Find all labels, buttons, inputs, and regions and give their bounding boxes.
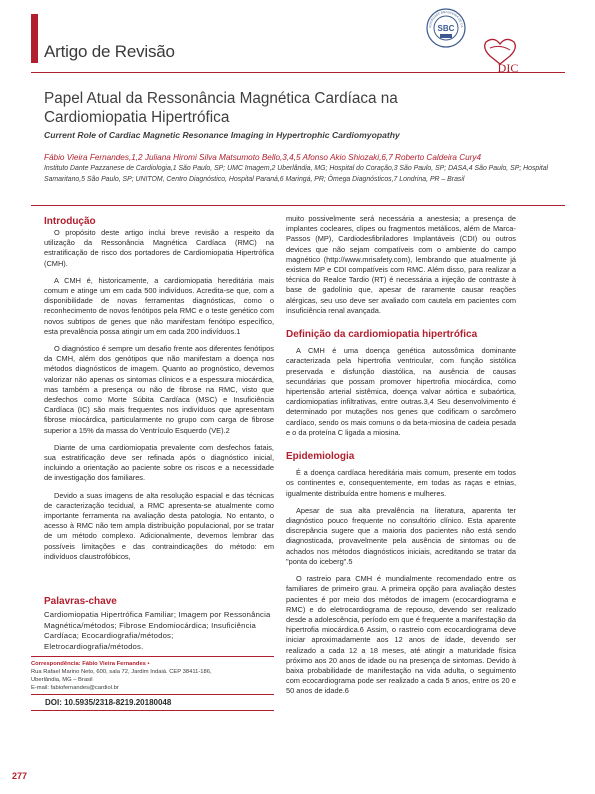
dic-logo	[476, 36, 531, 74]
article-title-line-1: Papel Atual da Ressonância Magnética Cardíaca na	[44, 90, 398, 107]
article-authors: Fábio Vieira Fernandes,1,2 Juliana Hiromi Silva Matsumoto Bello,3,4,5 Afonso Akio Shiozaki,6,7 Roberto Caldeira Cury4	[44, 153, 482, 162]
heading-keywords: Palavras-chave	[44, 596, 117, 607]
correspondence-address-1: Rua Rafael Marino Neto, 600, sala 72, Jardim Indaiá. CEP 38411-186,	[31, 669, 212, 675]
definition-paragraph: A CMH é uma doença genética autossômica dominante caracterizada pela hipertrofia ventricular, com função sistólica preservada e disfunção diastólica, na ausência de causas secundárias que possam promover hipertrofia miocárdica, como hipertensão arterial sistêmica, doença valvar aórtica e subaórtica, cardiomiopatias infiltrativas, entre outras.3,4 Seu desenvolvimento é determinado por mutações nos genes que codificam o sarcômero cardíaco, sendo os mais comuns o da beta-miosina de cadeia pesada e o da proteína C ligada a miosina.	[286, 346, 516, 437]
correspondence-box	[31, 656, 274, 692]
heading-epidemiology: Epidemiologia	[286, 451, 355, 463]
intro-paragraph-4: Diante de uma cardiomiopatia prevalente com desfechos fatais, sua estratificação deve ser refinada após o diagnóstico inicial, incluindo a orientação ao paciente sobre os riscos e a necessidade de investigação dos familiares.	[44, 442, 274, 483]
heading-introduction: Introdução	[44, 216, 96, 227]
doi-box	[31, 694, 274, 711]
article-affiliations: Instituto Dante Pazzanese de Cardiologia,1 São Paulo, SP; UMC Imagem,2 Uberlândia, MG; Hospital do Coração,3 São Paulo, SP; DASA,4 São Paulo, SP; Hospital Samaritano,5 São Paulo, SP; UNITOM, Centro Diagnóstico, Hospital Paraná,6 Maringá, PR; Ômega Diagnósticos,7 Londrina, PR – Brasil	[44, 165, 549, 183]
section-label: Artigo de Revisão	[44, 42, 175, 61]
correspondence-email: E-mail: fabiofernandes@cardiol.br	[31, 685, 119, 691]
left-column	[44, 228, 274, 569]
intro-paragraph-1: O propósito deste artigo inclui breve revisão a respeito da utilização da Ressonância Magnética Cardíaca (RMC) na estratificação de risco dos portadores de Cardiomiopatia Hipertrófica (CMH).	[44, 228, 274, 268]
article-title-line-2: Cardiomiopatia Hipertrófica	[44, 109, 230, 126]
sbc-logo-text: SBC	[437, 24, 455, 33]
correspondence-address-2: Uberlândia, MG – Brasil	[31, 677, 93, 683]
epidemiology-paragraph-3: O rastreio para CMH é mundialmente recomendado entre os familiares de primeiro grau. A primeira opção para avaliação destes pacientes é por meio dos métodos de imagem (ecocardiograma e RMC) e do eletrocardiograma de repouso, devendo ser realizado desde a adolescência, período em que é frequente a manifestação da hipertrofia miocárdica.6 Assim, o rastreio com ecocardiograma deve iniciar aproximadamente aos 12 anos de idade, devendo ser realizado a cada 12 a 18 meses, até atingir a maturidade física próximo aos 20 anos de idade ou na presença de sintomas. Devido à baixa probabilidade de manifestação na vida adulta, o seguimento com ecocardiograma pode ser realizado a cada 5 anos, entre os 20 e 50 anos de idade.6	[286, 574, 516, 696]
doi-text: DOI: 10.5935/2318-8219.20180048	[45, 698, 172, 707]
article-subtitle: Current Role of Cardiac Magnetic Resonance Imaging in Hypertrophic Cardiomyopathy	[44, 130, 400, 140]
epidemiology-paragraph-1: É a doença cardíaca hereditária mais comum, presente em todos os continentes e, consequentemente, em todas as raças e etnias, igualmente distribuída entre homens e mulheres.	[286, 468, 516, 498]
sbc-logo	[426, 5, 466, 68]
right-paragraph-1: muito possivelmente será necessária a anestesia; a presença de implantes cocleares, clipes ou fragmentos metálicos, além de Marca-Passos (MP), Cardiodesfibriladores Implantáveis (CDI) ou outros devices que não sejam compatíveis com o ambiente do campo magnético (http://www.mrisafety.com), lembrando que atualmente já existem MP e CDI compatíveis com RMC. Além disso, para realizar a técnica do Realce Tardio (RT) é necessária a injeção de contraste à base de gadolínio que, apesar de raramente causar reações alérgicas, seu uso deve ser avaliado com cautela em pacientes com insuficiência renal avançada.	[286, 214, 516, 315]
keywords-text: Cardiomiopatia Hipertrófica Familiar; Imagem por Ressonância Magnética/métodos; Fibrose Endomiocárdica; Insuficiência Cardíaca; Ecocardiografia/métodos; Eletrocardiografia/métodos.	[44, 610, 271, 651]
article-title	[44, 89, 564, 127]
intro-paragraph-3: O diagnóstico é sempre um desafio frente aos diferentes fenótipos da CMH, além dos genótipos que não manifestam a doença nos métodos diagnósticos de imagem. Quanto ao prognóstico, devemos valorizar não apenas os sintomas clínicos e a espessura miocárdica, mas também a presença ou não de fibrose na RMC, visto que desfechos como Morte Súbita Cardíaca (MSC) e Insuficiência Cardíaca (IC) são mais frequentes nos indivíduos que apresentam fibrose miocárdica, particularmente no grupo com carga de fibrose superior a 15% da massa do Ventrículo Esquerdo (VE).2	[44, 344, 274, 435]
title-divider	[31, 205, 565, 206]
intro-paragraph-2: A CMH é, historicamente, a cardiomiopatia hereditária mais comum e atinge um em cada 500 indivíduos. Acredita-se que, com a disponibilidade de novas ferramentas diagnósticas, como o reconhecimento de novos fenótipos pela RMC e o teste genético com novos subtipos de genes que não manifestam fenótipo específico, esta prevalência possa atingir um em cada 200 indivíduos.1	[44, 275, 274, 336]
correspondence-label: Correspondência: Fábio Vieira Fernandes •	[31, 661, 150, 667]
intro-paragraph-5: Devido a suas imagens de alta resolução espacial e das técnicas de caracterização tecidual, a RMC apresenta-se atualmente como importante ferramenta na avaliação desta patologia. No entanto, o acesso à RMC não tem ampla distribuição populacional, por se tratar de um método complexo. Adicionalmente, devemos lembrar das possíveis limitações e das contraindicações do método: em indivíduos claustrofóbicos,	[44, 490, 274, 561]
page-number: 277	[12, 771, 28, 781]
right-column	[286, 214, 516, 704]
epidemiology-paragraph-2: Apesar de sua alta prevalência na literatura, aparenta ter diagnóstico pouco frequente no consultório clínico. Esta aparente discrepância sugere que a maioria dos pacientes não está sendo diagnosticada, provavelmente pela ausência de sintomas ou de achados nos métodos diagnósticos iniciais, acreditando se tratar da "ponta do iceberg".5	[286, 505, 516, 566]
sbc-ring-text: SOCIEDADE BRASILEIRA DE CA	[427, 9, 465, 29]
heading-definition: Definição da cardiomiopatia hipertrófica	[286, 329, 478, 341]
dic-logo-text: DIC	[497, 61, 519, 74]
section-accent-bar	[31, 14, 38, 63]
